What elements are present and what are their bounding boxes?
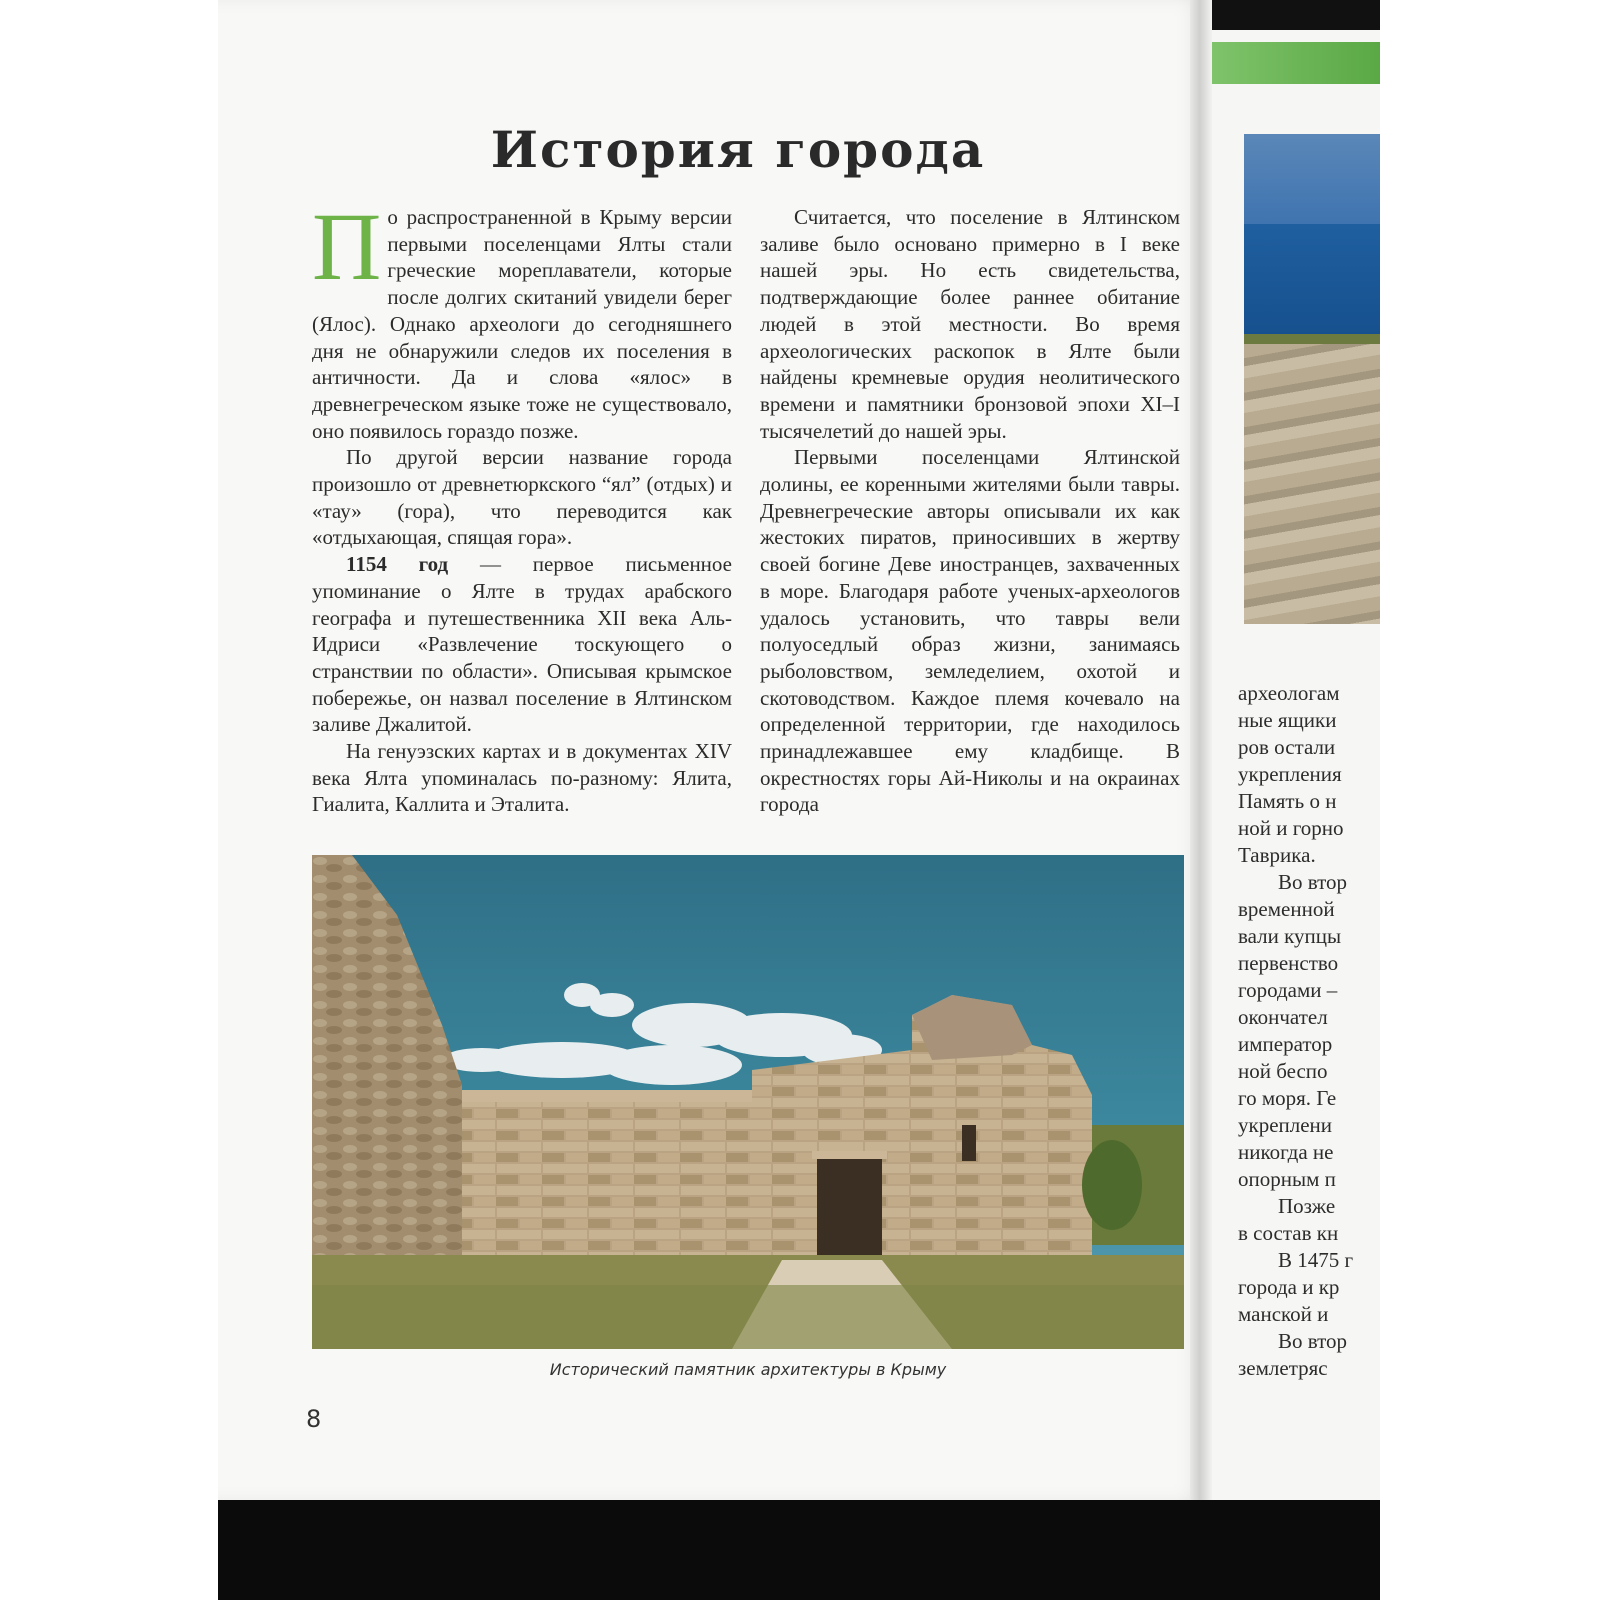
next-page-line: укреплени <box>1238 1113 1333 1137</box>
next-page-line: городами – <box>1238 978 1338 1002</box>
next-page-line: В 1475 г <box>1278 1248 1354 1272</box>
book-gutter <box>1190 0 1212 1500</box>
next-page-line: император <box>1238 1032 1333 1056</box>
next-page-line: опорным п <box>1238 1167 1336 1191</box>
next-page-line: в состав кн <box>1238 1221 1339 1245</box>
paragraph-text: На генуэзских картах и в документах XIV века Ялта упоминалась по-разному: Ялита, Гиалита, Каллита и Эталита. <box>312 739 732 817</box>
left-text-column <box>312 193 732 818</box>
right-page-photo <box>1244 134 1380 624</box>
next-page-line: археологам <box>1238 681 1340 705</box>
paragraph <box>312 551 732 738</box>
paragraph <box>312 738 732 818</box>
next-page-line: Во втор <box>1278 1329 1348 1353</box>
next-page-line: вали купцы <box>1238 924 1342 948</box>
next-page-line: первенство <box>1238 951 1339 975</box>
next-page-line: окончател <box>1238 1005 1328 1029</box>
right-page <box>1212 30 1380 1500</box>
next-page-line: ров остали <box>1238 735 1336 759</box>
paragraph <box>312 193 732 444</box>
next-page-line: ной и горно <box>1238 816 1344 840</box>
paragraph-text: Считается, что поселение в Ялтинском заливе было основано примерно в I веке нашей эры. Но есть свидетельства, подтверждающие более раннее обитание людей в этой местности. Во время археологических раскопок в Ялте были найдены кремневые орудия неолитического времени и памятники бронзовой эпохи XI–I тысячелетий до нашей эры. <box>760 205 1180 443</box>
next-page-line: землетряс <box>1238 1356 1328 1380</box>
next-page-line: Во втор <box>1278 870 1348 894</box>
next-page-line: Позже <box>1278 1194 1336 1218</box>
paragraph <box>760 204 1180 444</box>
paragraph <box>312 444 732 551</box>
next-page-line: ной беспо <box>1238 1059 1328 1083</box>
scan-edge-bottom <box>218 1500 1380 1600</box>
photo-caption: Исторический памятник архитектуры в Крыму <box>549 1360 947 1379</box>
next-page-line: ные ящики <box>1238 708 1337 732</box>
right-text-column <box>760 204 1180 818</box>
paragraph-text: По другой версии название города произошло от древнетюркского “ял” (отдых) и «тау» (гора), что переводится как «отдыхающая, спящая гора». <box>312 445 732 550</box>
next-page-line: манской и <box>1238 1302 1329 1326</box>
next-page-line: Таврика. <box>1238 843 1316 867</box>
paragraph <box>760 444 1180 818</box>
page-number: 8 <box>306 1405 322 1433</box>
next-page-line: города и кр <box>1238 1275 1340 1299</box>
bold-lead: 1154 год <box>346 552 449 577</box>
paragraph-text: Первыми поселенцами Ялтинской долины, ее коренными жителями были тавры. Древнегреческие авторы описывали их как жестоких пиратов, приносивших в жертву своей богине Деве иностранцев, захваченных в море. Благодаря работе ученых-археологов удалось установить, что тавры вели полуоседлый образ жизни, занимаясь рыболовством, земледелием, охотой и скотоводством. Каждое племя кочевало на определенной территории, где находилось принадлежавшее ему кладбище. В окрестностях горы Ай-Николы и на окраинах города <box>760 445 1180 817</box>
right-page-text <box>1238 680 1380 1382</box>
drop-cap: П <box>312 193 382 300</box>
next-page-line: укрепления <box>1238 762 1342 786</box>
paragraph-text: — первое письменное упоминание о Ялте в трудах арабского географа и путешественника XII века Аль-Идриси «Развлечение тоскующего о странствии по области». Описывая крымское побережье, он назвал поселение в Ялтинском заливе Джалитой. <box>312 552 732 737</box>
paragraph-text: о распространенной в Крыму версии первыми поселенцами Ялты стали греческие мореплаватели, которые после долгих скитаний увидели берег (Ялос). Однако археологи до сегодняшнего дня не обнаружили следов их поселения в античности. Да и слова «ялос» в древнегреческом языке тоже не существовало, оно появилось гораздо позже. <box>312 205 732 443</box>
next-page-line: Память о н <box>1238 789 1337 813</box>
page-title: История города <box>490 120 986 179</box>
ruins-photo <box>312 855 1184 1349</box>
next-page-line: никогда не <box>1238 1140 1334 1164</box>
green-header-bar <box>1212 42 1380 84</box>
next-page-line: временной <box>1238 897 1335 921</box>
next-page-line: го моря. Ге <box>1238 1086 1337 1110</box>
